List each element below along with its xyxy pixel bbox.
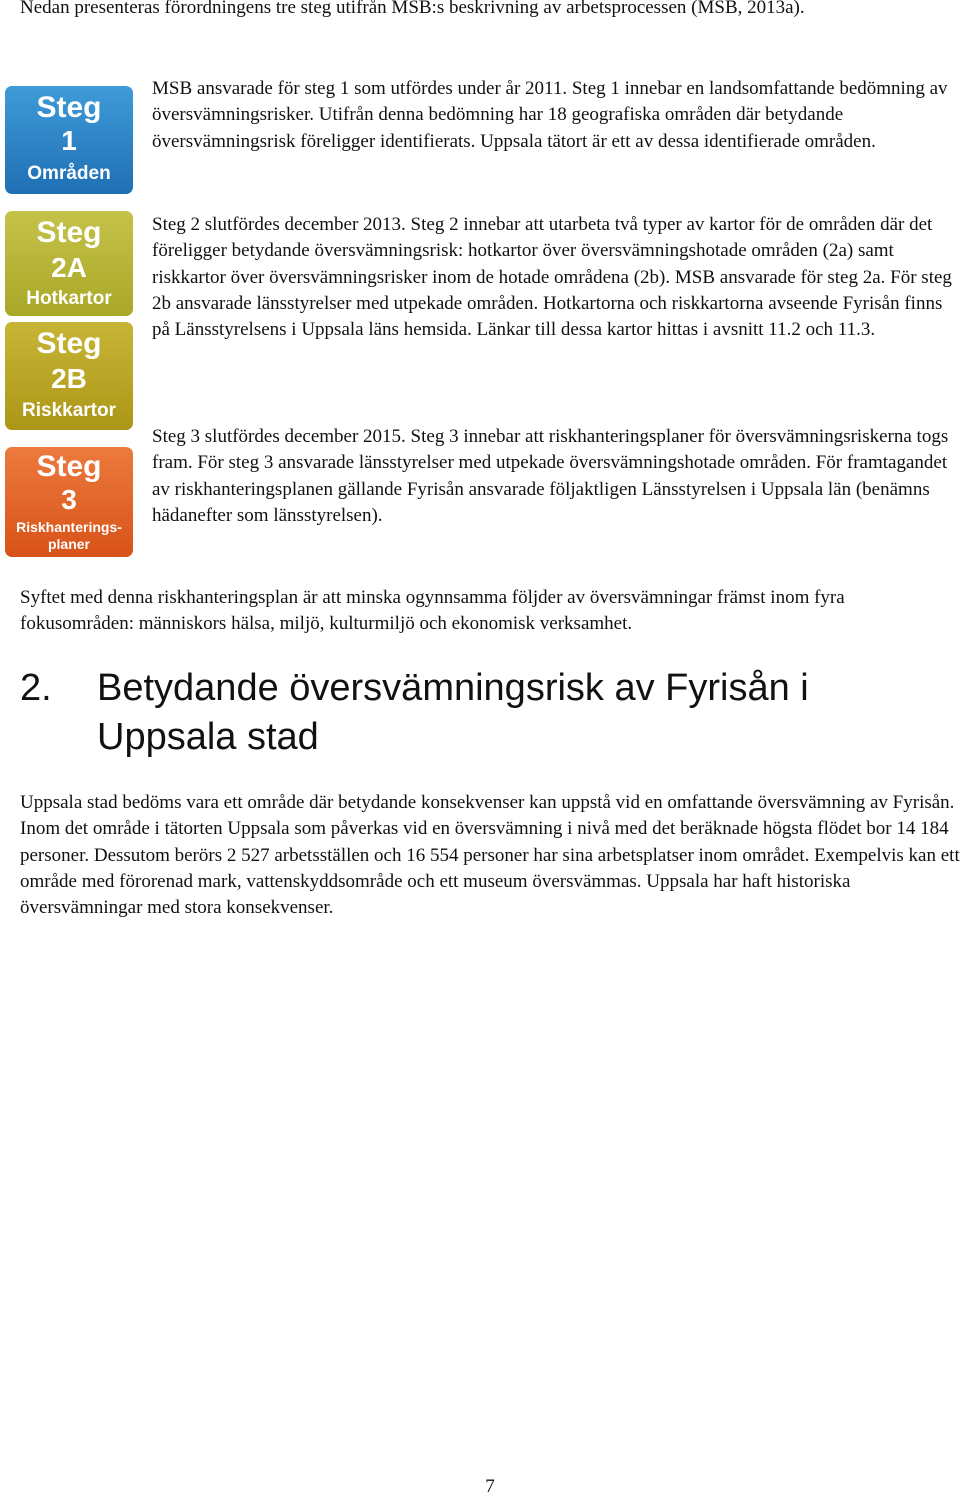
tile-step-label: Hotkartor xyxy=(26,288,112,309)
tile-step-label: Riskkartor xyxy=(22,400,116,421)
step-3-tile xyxy=(5,447,133,557)
tile-steg-label: Steg xyxy=(36,91,102,124)
tile-step-label-line1: Riskhanterings- xyxy=(16,519,122,535)
tile-steg-label: Steg xyxy=(36,450,102,483)
tile-steg-label: Steg xyxy=(36,327,102,360)
step-1-description: MSB ansvarade för steg 1 som utfördes under år 2011. Steg 1 innebar en landsomfattande bedömning av översvämningsrisker. Utifrån denna bedömning har 18 geografiska områden där betydande översvämningsrisk föreligger identifierats. Uppsala tätort är ett av dessa identifierade områden. xyxy=(152,78,948,152)
section-heading xyxy=(20,664,920,762)
step-2a-tile xyxy=(5,211,133,316)
step-1-tile xyxy=(5,86,133,194)
section-body-paragraph: Uppsala stad bedöms vara ett område där betydande konsekvenser kan uppstå vid en omfattande översvämning av Fyrisån. Inom det område i tätorten Uppsala som påverkas vid en översvämning i nivå med det beräknade högsta flödet bor 14 184 personer. Dessutom berörs 2 527 arbetsställen och 16 554 personer har sina arbetsplatser inom området. Exempelvis kan ett område med förorenad mark, vattenskyddsområde och ett museum översvämmas. Uppsala har haft historiska översvämningar med stora konsekvenser. xyxy=(20,792,960,919)
step-3-description: Steg 3 slutfördes december 2015. Steg 3 innebar att riskhanteringsplaner för översvämningsriskerna togs fram. För steg 3 ansvarade länsstyrelser med utpekade översvämningshotade områden. För framtagandet av riskhanteringsplanen gällande Fyrisån ansvarade följaktligen Länsstyrelsen i Uppsala län (benämns hädanefter som länsstyrelsen). xyxy=(152,426,949,526)
section-number: 2. xyxy=(20,667,52,709)
tile-step-number: 2B xyxy=(51,363,87,394)
tile-step-number: 2A xyxy=(51,252,87,283)
step-2-description: Steg 2 slutfördes december 2013. Steg 2 innebar att utarbeta två typer av kartor för de områden där det föreligger betydande översvämningsrisk: hotkartor över översvämningshotade områden (2a) samt riskkartor över översvämningsrisker inom de hotade områdena (2b). MSB ansvarade för steg 2a. För steg 2b ansvarade länsstyrelser med utpekade områden. Hotkartorna och riskkartorna avseende Fyrisån finns på Länsstyrelsens i Uppsala läns hemsida. Länkar till dessa kartor hittas i avsnitt 11.2 och 11.3. xyxy=(152,214,952,341)
tile-step-label-line2: planer xyxy=(47,536,90,552)
tile-step-number: 1 xyxy=(61,125,77,156)
tile-step-number: 3 xyxy=(61,484,77,515)
page-number: 7 xyxy=(485,1476,495,1497)
tile-step-label: Områden xyxy=(27,163,111,184)
purpose-paragraph: Syftet med denna riskhanteringsplan är att minska ogynnsamma följder av översvämningar främst inom fyra fokusområden: människors hälsa, miljö, kulturmiljö och ekonomisk verksamhet. xyxy=(20,587,845,635)
section-title: Betydande översvämningsrisk av Fyrisån i Uppsala stad xyxy=(97,667,809,758)
step-2b-tile xyxy=(5,322,133,430)
tile-steg-label: Steg xyxy=(36,216,102,249)
intro-paragraph: Nedan presenteras förordningens tre steg utifrån MSB:s beskrivning av arbetsprocessen (MSB, 2013a). xyxy=(20,0,805,18)
